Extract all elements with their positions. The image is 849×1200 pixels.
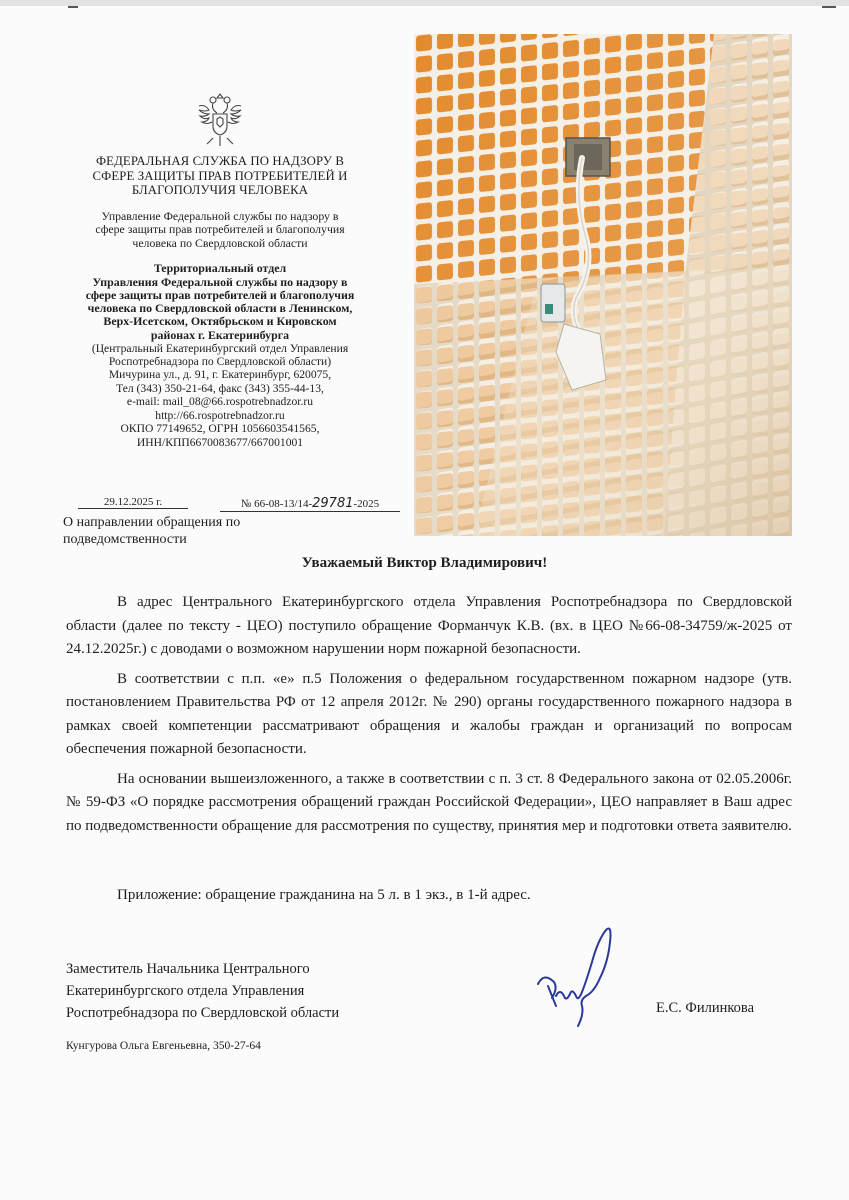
central-line: (Центральный Екатеринбургский отдел Управления: [91, 342, 349, 356]
department-name: [60, 210, 380, 251]
agency-name: [60, 154, 380, 198]
department-line: сфере защиты прав потребителей и благополучия: [95, 222, 345, 237]
registration-number-handwritten: 29781: [312, 496, 354, 511]
territorial-line: районах г. Екатеринбурга: [150, 327, 290, 342]
scan-mark: [68, 6, 78, 8]
scan-top-edge: [0, 0, 849, 6]
registration-date: 29.12.2025 г.: [78, 496, 188, 509]
website: http://66.rospotrebnadzor.ru: [155, 408, 285, 422]
department-line: Управление Федеральной службы по надзору в: [101, 208, 339, 223]
letter-subject: [63, 514, 323, 548]
email: e-mail: mail_08@66.rospotrebnadzor.ru: [126, 395, 314, 409]
agency-line: СФЕРЕ ЗАЩИТЫ ПРАВ ПОТРЕБИТЕЛЕЙ И: [92, 168, 348, 183]
territorial-line: человека по Свердловской области в Ленинском,: [87, 301, 353, 316]
scan-mark: [822, 6, 836, 8]
territorial-office-name: [60, 262, 380, 342]
coat-of-arms-icon: [193, 88, 247, 150]
department-line: человека по Свердловской области: [132, 235, 308, 250]
letterhead: [60, 88, 380, 449]
territorial-line: Управления Федеральной службы по надзору в: [92, 274, 348, 289]
inn-kpp: ИНН/КПП6670083677/667001001: [136, 435, 304, 449]
signatory-name: Е.С. Филинкова: [656, 1000, 755, 1016]
registration-number-prefix: № 66-08-13/14-: [240, 498, 313, 510]
agency-line: БЛАГОПОЛУЧИЯ ЧЕЛОВЕКА: [131, 183, 309, 197]
territorial-line: сфере защиты прав потребителей и благополучия: [85, 287, 355, 302]
handwritten-signature: [534, 924, 634, 1036]
body-paragraph: В адрес Центрального Екатеринбургского отдела Управления Роспотребнадзора по Свердловской области (далее по тексту - ЦЕО) поступило обращение Форманчук К.В. (вх. в ЦЕО №66-08-34759/ж-2025 от 24.12.2025г.) с доводами о возможном нарушении норм пожарной безопасности.: [66, 594, 792, 657]
central-line: Роспотребнадзора по Свердловской области): [108, 355, 332, 369]
registration-number: [220, 496, 400, 512]
body-paragraph: На основании вышеизложенного, а также в соответствии с п. 3 ст. 8 Федерального закона от 02.05.2006г. № 59-ФЗ «О порядке рассмотрения обращений граждан Российской Федерации», ЦЕО направляет в Ваш адрес по подведомственности обращение для рассмотрения по существу, принятия мер и подготовки ответа заявителю.: [66, 770, 792, 834]
wall-tile-photo: [414, 34, 792, 536]
okpo-ogrn: ОКПО 77149652, ОГРН 1056603541565,: [120, 422, 320, 436]
central-office-name: [60, 342, 380, 368]
agency-line: ФЕДЕРАЛЬНАЯ СЛУЖБА ПО НАДЗОРУ В: [95, 154, 345, 168]
territorial-line: Территориальный отдел: [153, 261, 287, 276]
body-paragraph: В соответствии с п.п. «е» п.5 Положения о федеральном государственном пожарном надзоре (утв. постановлением Правительства РФ от 12 апреля 2012г. № 290) органы государственного пожарного надзора в рамках своей компетенции рассматривают обращения и жалобы граждан и организаций по вопросам обеспечения пожарной безопасности.: [66, 670, 792, 757]
signatory-position-line: Екатеринбургского отдела Управления: [66, 983, 305, 999]
letter-body: [66, 591, 792, 844]
subject-line: О направлении обращения по: [63, 515, 241, 530]
subject-line: подведомственности: [63, 532, 187, 547]
signatory-position-line: Заместитель Начальника Центрального: [66, 961, 310, 977]
phone-fax: Тел (343) 350-21-64, факс (343) 355-44-13,: [116, 381, 324, 395]
attachment-note: Приложение: обращение гражданина на 5 л. в 1 экз., в 1-й адрес.: [117, 887, 531, 903]
signatory-position-line: Роспотребнадзора по Свердловской области: [66, 1005, 340, 1021]
registration-number-suffix: -2025: [353, 498, 380, 510]
territorial-line: Верх-Исетском, Октябрьском и Кировском: [103, 314, 337, 329]
signatory-position: [66, 958, 426, 1024]
address: Мичурина ул., д. 91, г. Екатеринбург, 620075,: [108, 368, 332, 382]
greeting: Уважаемый Виктор Владимирович!: [301, 555, 548, 571]
executor-contact: Кунгурова Ольга Евгеньевна, 350-27-64: [66, 1040, 261, 1052]
